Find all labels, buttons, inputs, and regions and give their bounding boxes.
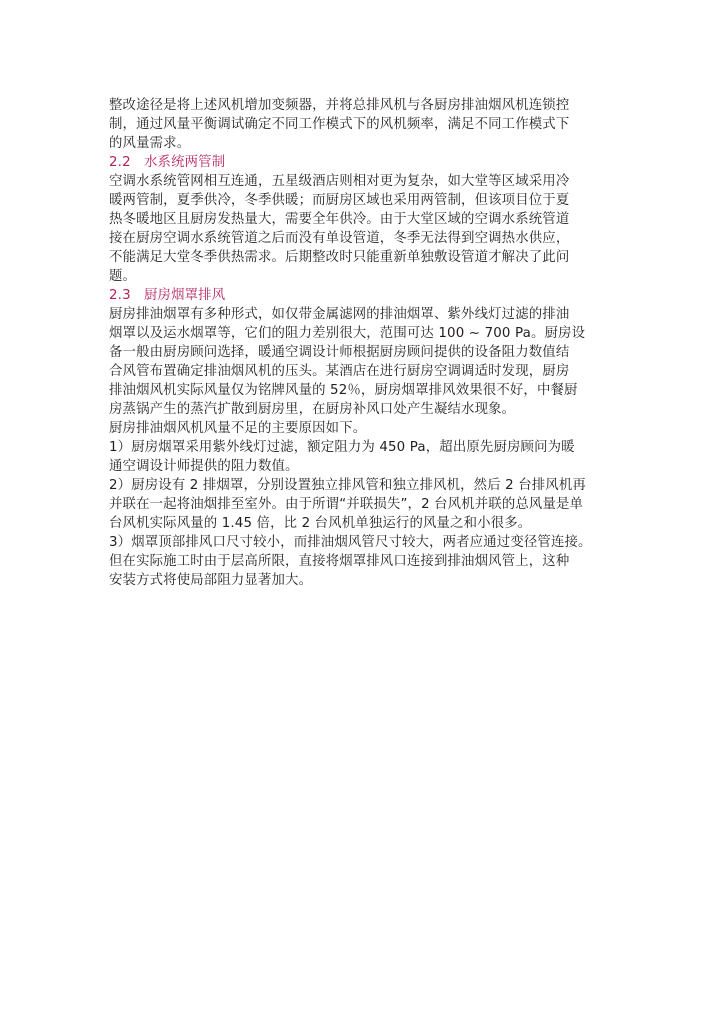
- text-line: 题。: [109, 269, 137, 284]
- text-line: 的风量需求。: [109, 136, 191, 151]
- text-line: 厨房排油烟风机风量不足的主要原因如下。: [109, 421, 367, 436]
- section-number: 2.3: [109, 288, 131, 303]
- section-2-3-body: [109, 305, 627, 590]
- text-line: 通空调设计师提供的阻力数值。: [109, 459, 299, 474]
- text-line: 不能满足大堂冬季供热需求。后期整改时只能重新单独敷设管道才解决了此问: [109, 250, 570, 265]
- intro-paragraph: [109, 96, 627, 153]
- section-number: 2.2: [109, 155, 131, 170]
- text-line: 接在厨房空调水系统管道之后而没有单设管道，冬季无法得到空调热水供应，: [109, 231, 570, 246]
- list-item-1: 1）厨房烟罩采用紫外线灯过滤，额定阻力为 450 Pa，超出原先厨房顾问为暖: [109, 440, 575, 455]
- text-line: 烟罩以及运水烟罩等，它们的阻力差别很大，范围可达 100 ~ 700 Pa。厨房设: [109, 326, 586, 341]
- text-line: 热冬暖地区且厨房发热量大，需要全年供冷。由于大堂区域的空调水系统管道: [109, 212, 570, 227]
- text-line: 安装方式将使局部阻力显著加大。: [109, 573, 313, 588]
- text-line: 空调水系统管网相互连通，五星级酒店则相对更为复杂，如大堂等区域采用冷: [109, 174, 570, 189]
- section-title: 厨房烟罩排风: [144, 288, 226, 303]
- text-line: 但在实际施工时由于层高所限，直接将烟罩排风口连接到排油烟风管上，这种: [109, 554, 570, 569]
- text-line: 房蒸锅产生的蒸汽扩散到厨房里，在厨房补风口处产生凝结水现象。: [109, 402, 516, 417]
- text-line: 排油烟风机实际风量仅为铭牌风量的 52％，厨房烟罩排风效果很不好，中餐厨: [109, 383, 578, 398]
- text-line: 并联在一起将油烟排至室外。由于所谓“并联损失”，2 台风机并联的总风量是单: [109, 497, 584, 512]
- text-line: 整改途径是将上述风机增加变频器，并将总排风机与各厨房排油烟风机连锁控: [109, 98, 570, 113]
- list-item-2: 2）厨房设有 2 排烟罩，分别设置独立排风管和独立排风机，然后 2 台排风机再: [109, 478, 586, 493]
- section-heading-2-3: [109, 286, 627, 305]
- section-2-2-body: [109, 172, 627, 286]
- text-line: 制，通过风量平衡调试确定不同工作模式下的风机频率，满足不同工作模式下: [109, 117, 570, 132]
- text-line: 合风管布置确定排油烟风机的压头。某酒店在进行厨房空调调适时发现，厨房: [109, 364, 570, 379]
- text-line: 备一般由厨房顾问选择，暖通空调设计师根据厨房顾问提供的设备阻力数值结: [109, 345, 570, 360]
- text-line: 厨房排油烟罩有多种形式，如仅带金属滤网的排油烟罩、紫外线灯过滤的排油: [109, 307, 570, 322]
- document-page: [109, 96, 627, 590]
- text-line: 暖两管制，夏季供冷，冬季供暖；而厨房区域也采用两管制，但该项目位于夏: [109, 193, 570, 208]
- list-item-3: 3）烟罩顶部排风口尺寸较小，而排油烟风管尺寸较大，两者应通过变径管连接。: [109, 535, 592, 550]
- section-heading-2-2: [109, 153, 627, 172]
- text-line: 台风机实际风量的 1.45 倍，比 2 台风机单独运行的风量之和小很多。: [109, 516, 532, 531]
- section-title: 水系统两管制: [144, 155, 226, 170]
